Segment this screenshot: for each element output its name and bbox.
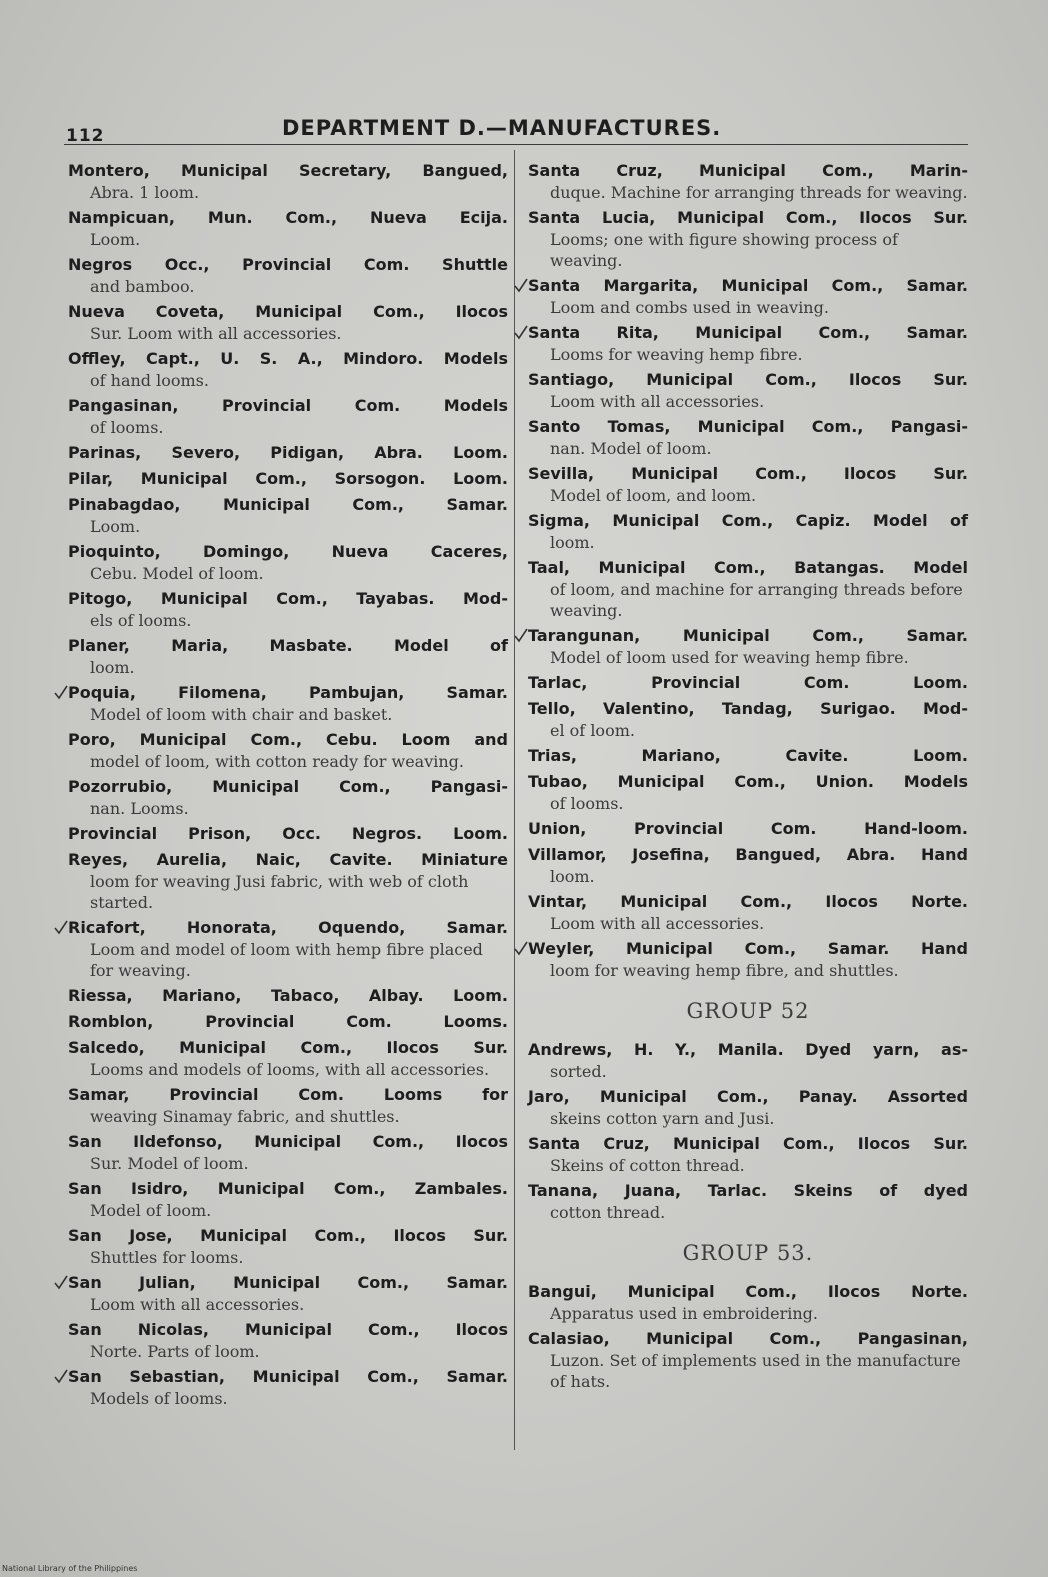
catalog-entry — [68, 635, 508, 678]
entry-name: Pitogo, Municipal Com., Tayabas. Mod- — [68, 589, 508, 608]
entry-name: Romblon, Provincial Com. Looms. — [68, 1012, 508, 1031]
entry-name: Salcedo, Municipal Com., Ilocos Sur. — [68, 1038, 508, 1057]
catalog-entry — [528, 1180, 968, 1223]
entry-description: weaving Sinamay fabric, and shuttles. — [90, 1107, 400, 1126]
entry-name: Nueva Coveta, Municipal Com., Ilocos — [68, 302, 508, 321]
check-mark-icon — [514, 277, 528, 293]
catalog-entry — [68, 348, 508, 391]
catalog-entry — [68, 1178, 508, 1221]
entry-name: Poro, Municipal Com., Cebu. Loom and — [68, 730, 508, 749]
check-mark-icon — [54, 1274, 68, 1290]
catalog-entry — [68, 541, 508, 584]
catalog-entry — [68, 682, 508, 725]
catalog-entry — [68, 1272, 508, 1315]
catalog-entry — [528, 1039, 968, 1082]
catalog-entry — [68, 301, 508, 344]
entry-description: cotton thread. — [550, 1203, 666, 1222]
catalog-entry — [528, 1328, 968, 1392]
group-52-heading: GROUP 52 — [686, 999, 810, 1023]
entry-description: of looms. — [550, 794, 624, 813]
catalog-entry — [68, 395, 508, 438]
catalog-entry — [528, 1281, 968, 1324]
entry-description: Model of loom used for weaving hemp fibre. — [550, 648, 909, 667]
entry-name: San Jose, Municipal Com., Ilocos Sur. — [68, 1226, 508, 1245]
catalog-entry — [528, 672, 968, 694]
entry-description: Shuttles for looms. — [90, 1248, 244, 1267]
entry-name: Poquia, Filomena, Pambujan, Samar. — [68, 683, 508, 702]
entry-description: Loom. — [90, 517, 141, 536]
catalog-entry — [68, 160, 508, 203]
entry-description: loom for weaving Jusi fabric, with web of cloth started. — [90, 872, 469, 912]
entry-name: Bangui, Municipal Com., Ilocos Norte. — [528, 1282, 968, 1301]
check-mark-icon — [514, 940, 528, 956]
entry-description: of looms. — [90, 418, 164, 437]
right-entries — [528, 160, 968, 981]
column-divider — [514, 150, 515, 1450]
entry-name: Tubao, Municipal Com., Union. Models — [528, 772, 968, 791]
catalog-entry — [68, 468, 508, 490]
catalog-entry — [528, 207, 968, 271]
footer-note: National Library of the Philippines — [2, 1564, 138, 1573]
catalog-entry — [528, 891, 968, 934]
catalog-entry — [68, 1225, 508, 1268]
catalog-entry — [528, 771, 968, 814]
entry-name: Negros Occ., Provincial Com. Shuttle — [68, 255, 508, 274]
entry-description: Looms and models of looms, with all accessories. — [90, 1060, 490, 1079]
entry-description: Loom. — [90, 230, 141, 249]
entry-description: Sur. Loom with all accessories. — [90, 324, 342, 343]
catalog-entry — [528, 1086, 968, 1129]
entry-name: Reyes, Aurelia, Naic, Cavite. Miniature — [68, 850, 508, 869]
catalog-entry — [528, 322, 968, 365]
entry-description: loom. — [550, 867, 595, 886]
left-column — [68, 160, 508, 1413]
entry-description: Looms; one with figure showing process of weaving. — [550, 230, 898, 270]
entry-description: Norte. Parts of loom. — [90, 1342, 260, 1361]
entry-name: Jaro, Municipal Com., Panay. Assorted — [528, 1087, 968, 1106]
catalog-entry — [68, 823, 508, 845]
entry-description: Loom with all accessories. — [550, 914, 765, 933]
catalog-entry — [528, 463, 968, 506]
entry-description: Abra. 1 loom. — [90, 183, 200, 202]
entry-name: Vintar, Municipal Com., Ilocos Norte. — [528, 892, 968, 911]
entry-description: nan. Model of loom. — [550, 439, 712, 458]
entry-description: loom. — [90, 658, 135, 677]
entry-description: loom. — [550, 533, 595, 552]
entry-name: Union, Provincial Com. Hand-loom. — [528, 819, 968, 838]
entry-name: Samar, Provincial Com. Looms for — [68, 1085, 508, 1104]
catalog-entry — [528, 275, 968, 318]
catalog-entry — [528, 745, 968, 767]
entry-name: Santiago, Municipal Com., Ilocos Sur. — [528, 370, 968, 389]
entry-name: Pinabagdao, Municipal Com., Samar. — [68, 495, 508, 514]
entry-description: Cebu. Model of loom. — [90, 564, 264, 583]
catalog-entry — [528, 1133, 968, 1176]
catalog-entry — [528, 938, 968, 981]
running-title: DEPARTMENT D.—MANUFACTURES. — [282, 116, 722, 140]
entry-description: Model of loom with chair and basket. — [90, 705, 393, 724]
check-mark-icon — [54, 919, 68, 935]
page-number: 112 — [66, 126, 105, 146]
entry-description: Model of loom, and loom. — [550, 486, 757, 505]
entry-name: Pioquinto, Domingo, Nueva Caceres, — [68, 542, 508, 561]
catalog-entry — [68, 776, 508, 819]
entry-description: nan. Looms. — [90, 799, 189, 818]
entry-name: Sigma, Municipal Com., Capiz. Model of — [528, 511, 968, 530]
catalog-entry — [68, 729, 508, 772]
catalog-entry — [68, 207, 508, 250]
catalog-entry — [68, 1084, 508, 1127]
entry-description: Models of looms. — [90, 1389, 228, 1408]
catalog-entry — [68, 588, 508, 631]
entry-description: els of looms. — [90, 611, 192, 630]
entry-name: Trias, Mariano, Cavite. Loom. — [528, 746, 968, 765]
entry-description: Sur. Model of loom. — [90, 1154, 249, 1173]
catalog-entry — [528, 160, 968, 203]
entry-name: San Julian, Municipal Com., Samar. — [68, 1273, 508, 1292]
entry-description: model of loom, with cotton ready for weaving. — [90, 752, 464, 771]
check-mark-icon — [514, 627, 528, 643]
entry-description: sorted. — [550, 1062, 607, 1081]
entry-description: Skeins of cotton thread. — [550, 1156, 745, 1175]
entry-name: Ricafort, Honorata, Oquendo, Samar. — [68, 918, 508, 937]
entry-name: Villamor, Josefina, Bangued, Abra. Hand — [528, 845, 968, 864]
entry-name: Parinas, Severo, Pidigan, Abra. Loom. — [68, 443, 508, 462]
entry-name: Santa Cruz, Municipal Com., Marin- — [528, 161, 968, 180]
catalog-entry — [68, 1131, 508, 1174]
catalog-entry — [68, 254, 508, 297]
entry-description: Looms for weaving hemp fibre. — [550, 345, 803, 364]
catalog-entry — [68, 849, 508, 913]
entry-name: Santo Tomas, Municipal Com., Pangasi- — [528, 417, 968, 436]
entry-name: Tanana, Juana, Tarlac. Skeins of dyed — [528, 1181, 968, 1200]
catalog-entry — [68, 1037, 508, 1080]
entry-description: Loom and combs used in weaving. — [550, 298, 829, 317]
catalog-entry — [68, 917, 508, 981]
entry-description: Loom with all accessories. — [90, 1295, 305, 1314]
entry-name: Santa Lucia, Municipal Com., Ilocos Sur. — [528, 208, 968, 227]
entry-name: San Ildefonso, Municipal Com., Ilocos — [68, 1132, 508, 1151]
catalog-entry — [68, 1366, 508, 1409]
entry-name: Taal, Municipal Com., Batangas. Model — [528, 558, 968, 577]
entry-name: Montero, Municipal Secretary, Bangued, — [68, 161, 508, 180]
catalog-entry — [68, 442, 508, 464]
group-53-entries — [528, 1281, 968, 1392]
catalog-entry — [68, 1319, 508, 1362]
entry-name: San Isidro, Municipal Com., Zambales. — [68, 1179, 508, 1198]
catalog-entry — [68, 985, 508, 1007]
entry-name: Pozorrubio, Municipal Com., Pangasi- — [68, 777, 508, 796]
entry-name: Riessa, Mariano, Tabaco, Albay. Loom. — [68, 986, 508, 1005]
entry-name: Pilar, Municipal Com., Sorsogon. Loom. — [68, 469, 508, 488]
entry-description: Apparatus used in embroidering. — [550, 1304, 819, 1323]
entry-description: skeins cotton yarn and Jusi. — [550, 1109, 775, 1128]
entry-name: San Sebastian, Municipal Com., Samar. — [68, 1367, 508, 1386]
check-mark-icon — [54, 1368, 68, 1384]
check-mark-icon — [514, 324, 528, 340]
entry-description: Loom and model of loom with hemp fibre placed for weaving. — [90, 940, 483, 980]
entry-name: Weyler, Municipal Com., Samar. Hand — [528, 939, 968, 958]
catalog-entry — [528, 557, 968, 621]
entry-description: Luzon. Set of implements used in the manufacture of hats. — [550, 1351, 961, 1391]
entry-name: Pangasinan, Provincial Com. Models — [68, 396, 508, 415]
entry-name: Tarangunan, Municipal Com., Samar. — [528, 626, 968, 645]
entry-name: Tarlac, Provincial Com. Loom. — [528, 673, 968, 692]
entry-name: Tello, Valentino, Tandag, Surigao. Mod- — [528, 699, 968, 718]
catalog-entry — [528, 369, 968, 412]
group-52-entries — [528, 1039, 968, 1223]
entry-name: San Nicolas, Municipal Com., Ilocos — [68, 1320, 508, 1339]
entry-name: Santa Margarita, Municipal Com., Samar. — [528, 276, 968, 295]
right-column — [528, 160, 968, 1396]
catalog-entry — [528, 416, 968, 459]
entry-description: of hand looms. — [90, 371, 209, 390]
catalog-entry — [528, 510, 968, 553]
catalog-entry — [528, 844, 968, 887]
entry-name: Andrews, H. Y., Manila. Dyed yarn, as- — [528, 1040, 968, 1059]
entry-name: Sevilla, Municipal Com., Ilocos Sur. — [528, 464, 968, 483]
page-header — [64, 112, 968, 145]
catalog-entry — [68, 494, 508, 537]
entry-description: Loom with all accessories. — [550, 392, 765, 411]
catalog-entry — [528, 625, 968, 668]
check-mark-icon — [54, 684, 68, 700]
entry-name: Provincial Prison, Occ. Negros. Loom. — [68, 824, 508, 843]
entry-description: of loom, and machine for arranging threads before weaving. — [550, 580, 963, 620]
entry-description: and bamboo. — [90, 277, 195, 296]
entry-name: Offley, Capt., U. S. A., Mindoro. Models — [68, 349, 508, 368]
catalog-entry — [68, 1011, 508, 1033]
entry-description: Model of loom. — [90, 1201, 212, 1220]
group-53-heading: GROUP 53. — [682, 1241, 814, 1265]
catalog-entry — [528, 698, 968, 741]
entry-description: el of loom. — [550, 721, 635, 740]
entry-name: Planer, Maria, Masbate. Model of — [68, 636, 508, 655]
entry-name: Nampicuan, Mun. Com., Nueva Ecija. — [68, 208, 508, 227]
entry-description: duque. Machine for arranging threads for weaving. — [550, 183, 968, 202]
entry-description: loom for weaving hemp fibre, and shuttles. — [550, 961, 899, 980]
entry-name: Santa Cruz, Municipal Com., Ilocos Sur. — [528, 1134, 968, 1153]
entry-name: Santa Rita, Municipal Com., Samar. — [528, 323, 968, 342]
catalog-entry — [528, 818, 968, 840]
entry-name: Calasiao, Municipal Com., Pangasinan, — [528, 1329, 968, 1348]
